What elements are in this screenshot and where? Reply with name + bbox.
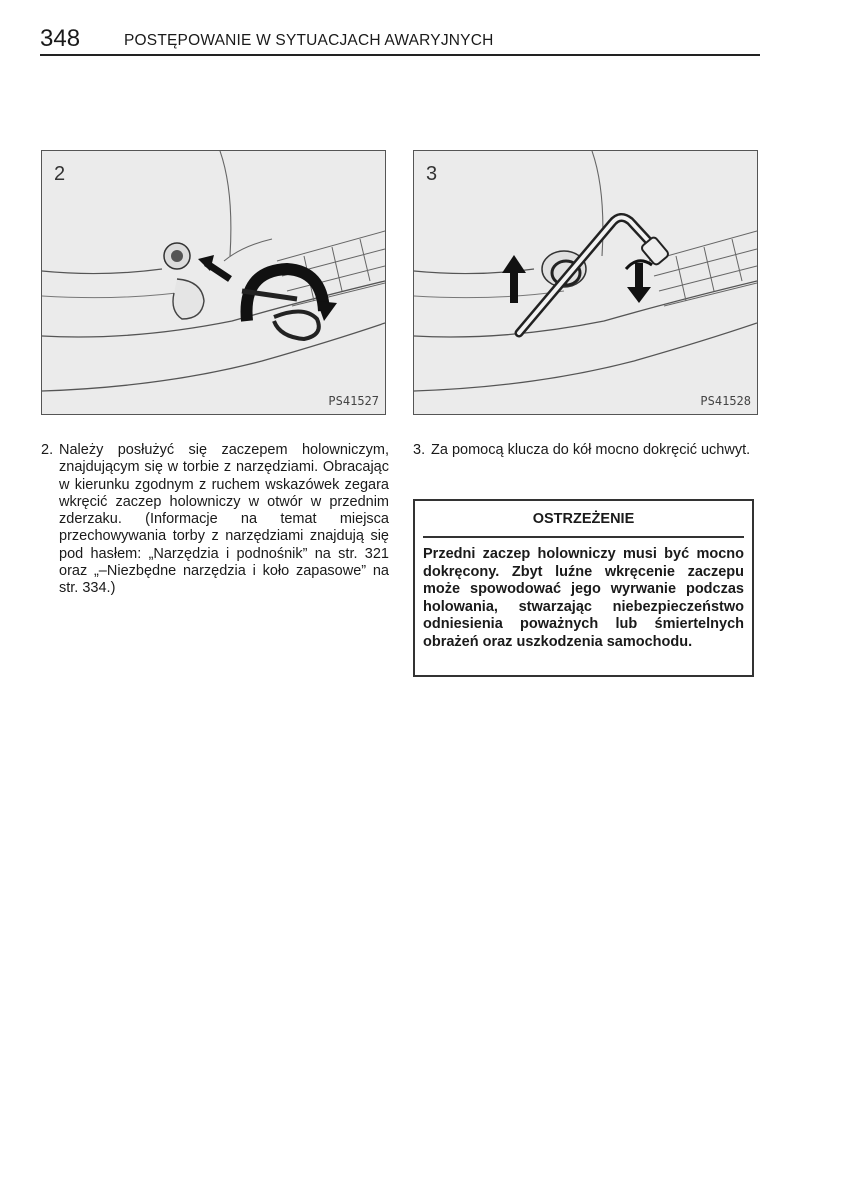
page-header [40, 26, 760, 54]
tow-hook-illustration [42, 151, 385, 414]
figure-code: PS41528 [700, 394, 751, 408]
warning-title: OSTRZEŻENIE [532, 511, 635, 527]
figure-code: PS41527 [328, 394, 379, 408]
warning-divider [423, 536, 744, 538]
figure-number: 2 [54, 163, 66, 185]
step-3 [413, 442, 761, 459]
header-rule [40, 54, 760, 56]
section-title: POSTĘPOWANIE W SYTUACJACH AWARYJNYCH [124, 32, 494, 49]
figure-tow-hook-insertion [41, 150, 386, 415]
figure-tighten-with-wrench [413, 150, 758, 415]
step-text: Za pomocą klucza do kół mocno dokręcić uchwyt. [431, 442, 751, 458]
wrench-illustration [414, 151, 757, 414]
step-text: Należy posłużyć się zaczepem holowniczym, znajdującym się w torbie z narzędziami. Obracając w kierunku zgodnym z ruchem wskazówek zegara wkręcić zaczep holowniczy w otwór w przednim zderzaku. (Informacje na temat miejsca przechowywania torby z narzędziami znajdują się pod hasłem: „Narzędzia i podnośnik” na str. 321 oraz „–Niezbędne narzędzia i koło zapasowe” na str. 334.) [59, 442, 389, 597]
warning-box [413, 499, 754, 677]
page-number: 348 [40, 25, 81, 52]
step-2 [41, 442, 389, 598]
figure-number: 3 [426, 163, 438, 185]
step-number: 2. [41, 442, 54, 458]
warning-text: Przedni zaczep holowniczy musi być mocno dokręcony. Zbyt luźne wkręcenie zaczepu może spowodować jego wyrwanie podczas holowania, stwarzając niebezpieczeństwo odniesienia poważnych lub śmiertelnych obrażeń oraz uszkodzenia samochodu. [423, 546, 744, 650]
step-number: 3. [413, 442, 426, 458]
